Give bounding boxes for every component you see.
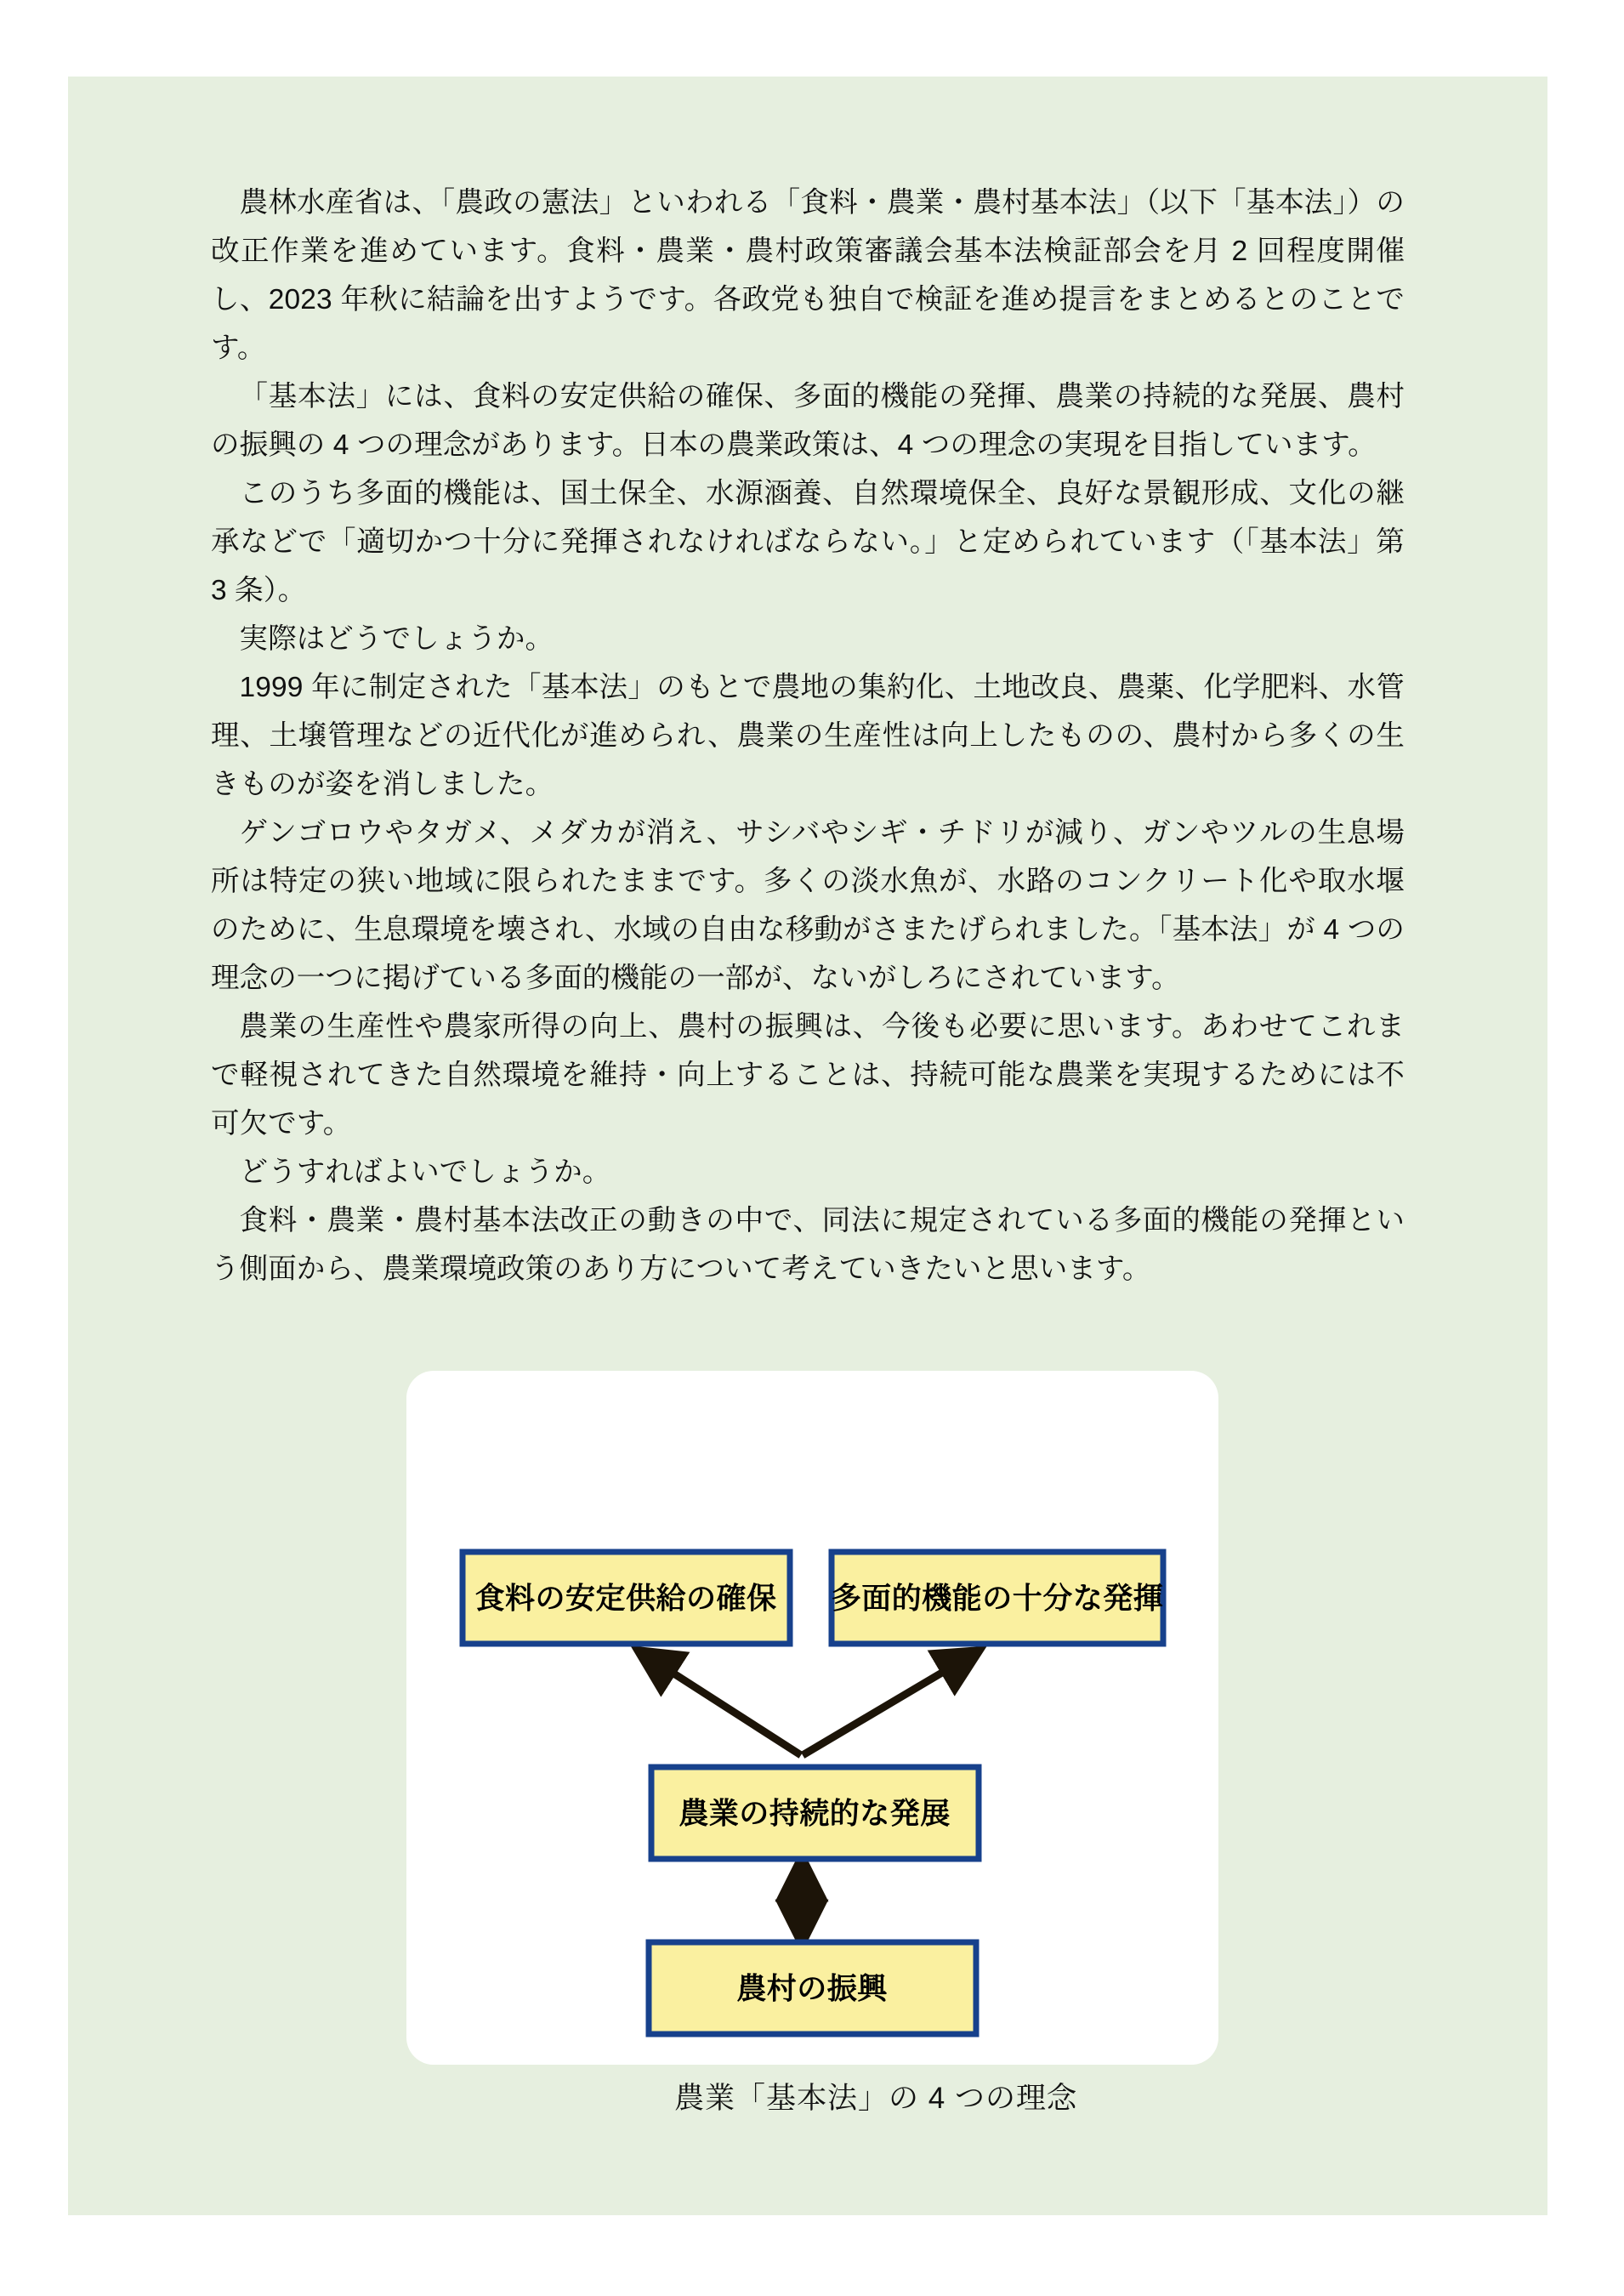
diagram-node-rural-revitalization[interactable] — [649, 1942, 976, 2034]
paragraph: 食料・農業・農村基本法改正の動きの中で、同法に規定されている多面的機能の発揮という側面から、農業環境政策のあり方について考えていきたいと思います。 — [211, 1205, 1405, 1285]
article-body — [211, 179, 1405, 1293]
paragraph: 農業の生産性や農家所得の向上、農村の振興は、今後も必要に思います。あわせてこれまで軽視されてきた自然環境を維持・向上することは、持続可能な農業を実現するためには不可欠です。 — [211, 1011, 1405, 1139]
diagram-node-food-security[interactable] — [463, 1552, 790, 1644]
figure-card — [406, 1371, 1218, 2065]
diagram-node-sustainable-agriculture[interactable] — [651, 1767, 979, 1859]
arrow-sustainable-to-food — [639, 1651, 801, 1755]
diagram-node-label: 農業の持続的な発展 — [679, 1797, 951, 1831]
diagram-node-label: 食料の安定供給の確保 — [474, 1582, 777, 1616]
diagram-node-label: 多面的機能の十分な発揮 — [831, 1582, 1164, 1616]
arrow-sustainable-to-multifunction — [803, 1651, 978, 1755]
diagram-node-multifunctionality[interactable] — [832, 1552, 1164, 1644]
diagram-node-label: 農村の振興 — [736, 1972, 888, 2006]
paragraph: このうち多面的機能は、国土保全、水源涵養、自然環境保全、良好な景観形成、文化の継承などで「適切かつ十分に発揮されなければならない。」と定められています（「基本法」第 3 条）。 — [211, 478, 1405, 606]
paragraph: 「基本法」には、食料の安定供給の確保、多面的機能の発揮、農業の持続的な発展、農村の振興の 4 つの理念があります。日本の農業政策は、4 つの理念の実現を目指しています。 — [211, 381, 1405, 461]
paragraph: 1999 年に制定された「基本法」のもとで農地の集約化、土地改良、農薬、化学肥料、水管理、土壌管理などの近代化が進められ、農業の生産性は向上したものの、農村から多くの生きものが姿を消しました。 — [211, 672, 1405, 800]
paragraph: 農林水産省は、「農政の憲法」といわれる「食料・農業・農村基本法」（以下「基本法」）の改正作業を進めています。食料・農業・農村政策審議会基本法検証部会を月 2 回程度開催し、2023 年秋に結論を出すようです。各政党も独自で検証を進め提言をまとめるとのことです。 — [211, 187, 1405, 364]
paragraph: どうすればよいでしょうか。 — [239, 1157, 611, 1188]
paragraph: 実際はどうでしょうか。 — [239, 623, 554, 655]
concept-diagram — [406, 1371, 1218, 2065]
paragraph: ゲンゴロウやタガメ、メダカが消え、サシバやシギ・チドリが減り、ガンやツルの生息場所は特定の狭い地域に限られたままです。多くの淡水魚が、水路のコンクリート化や取水堰のために、生息環境を壊され、水域の自由な移動がさまたげられました。「基本法」が 4 つの理念の一つに掲げている多面的機能の一部が、ないがしろにされています。 — [211, 817, 1405, 994]
page-panel — [68, 77, 1547, 2215]
figure-caption: 農業「基本法」の 4 つの理念 — [674, 2082, 1077, 2115]
